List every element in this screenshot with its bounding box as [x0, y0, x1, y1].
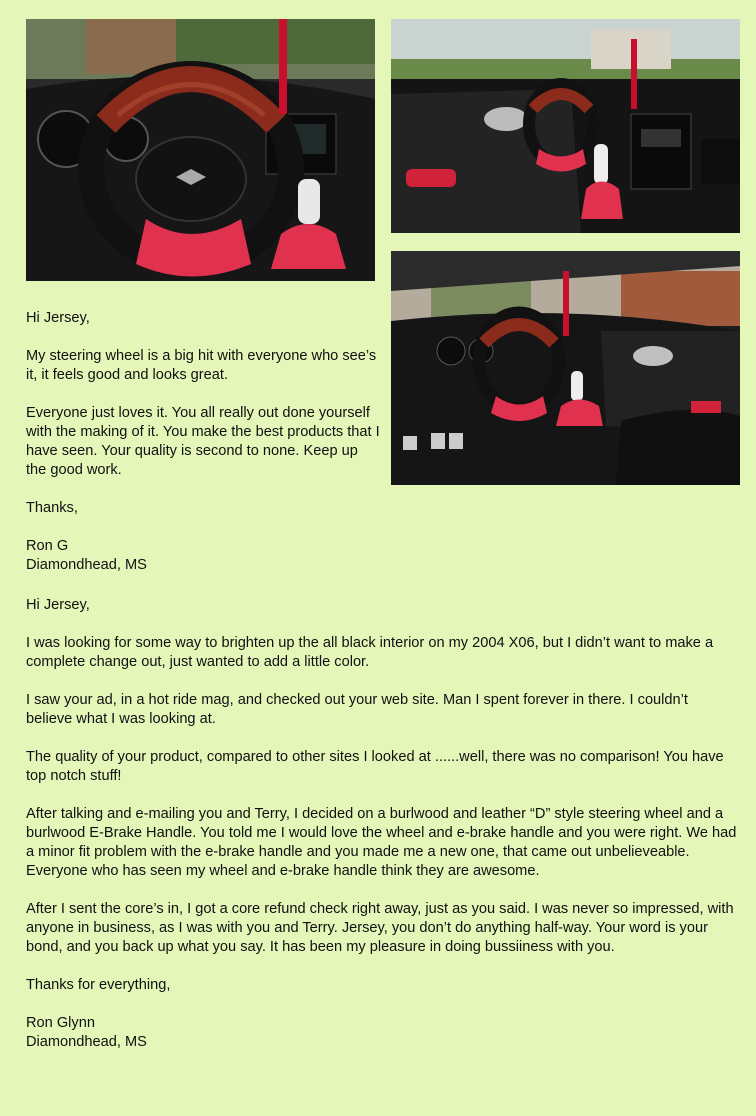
letter-paragraph: After I sent the core’s in, I got a core refund check right away, just as you said. I was never so impressed, with anyone in business, as I was with you and Terry. Jersey, you don’t do anything half-way. Your word is your bond, and you back up what you say. It has been my pleasure in doing bussiiness with you. [26, 901, 734, 955]
letter-paragraph: The quality of your product, compared to other sites I looked at ......well, there was no comparison! You have top notch stuff! [26, 749, 724, 784]
letter-closing: Thanks, [26, 500, 78, 516]
interior-door-view-photo [391, 19, 740, 233]
letter-greeting: Hi Jersey, [26, 597, 90, 613]
signature-name: Ron Glynn [26, 1015, 95, 1031]
letter-paragraph: Everyone just loves it. You all really out done yourself with the making of it. You make the best products that I have seen. Your quality is second to none. Keep up the good work. [26, 405, 380, 478]
interior-wide-view-photo [391, 251, 740, 485]
signature-location: Diamondhead, MS [26, 557, 147, 573]
testimonial-letter-2 [26, 596, 738, 1052]
signature-location: Diamondhead, MS [26, 1034, 147, 1050]
signature-name: Ron G [26, 538, 69, 554]
letter-greeting: Hi Jersey, [26, 310, 90, 326]
letter-closing: Thanks for everything, [26, 977, 171, 993]
letter-paragraph: I was looking for some way to brighten up the all black interior on my 2004 X06, but I didn’t want to make a complete change out, just wanted to add a little color. [26, 635, 714, 670]
letter-paragraph: My steering wheel is a big hit with everyone who see’s it, it feels good and looks great. [26, 348, 377, 383]
testimonial-letter-1 [26, 309, 381, 575]
letter-paragraph: After talking and e-mailing you and Terry, I decided on a burlwood and leather “D” style steering wheel and a burlwood E-Brake Handle. You told me I would love the wheel and e-brake handle and you were right. We had a minor fit problem with the e-brake handle and you made me a new one, that came out unbelieveable. Everyone who has seen my wheel and e-brake handle think they are awesome. [26, 806, 737, 879]
steering-wheel-closeup-photo [26, 19, 375, 281]
letter-paragraph: I saw your ad, in a hot ride mag, and checked out your web site. Man I spent forever in there. I couldn’t believe what I was looking at. [26, 692, 688, 727]
